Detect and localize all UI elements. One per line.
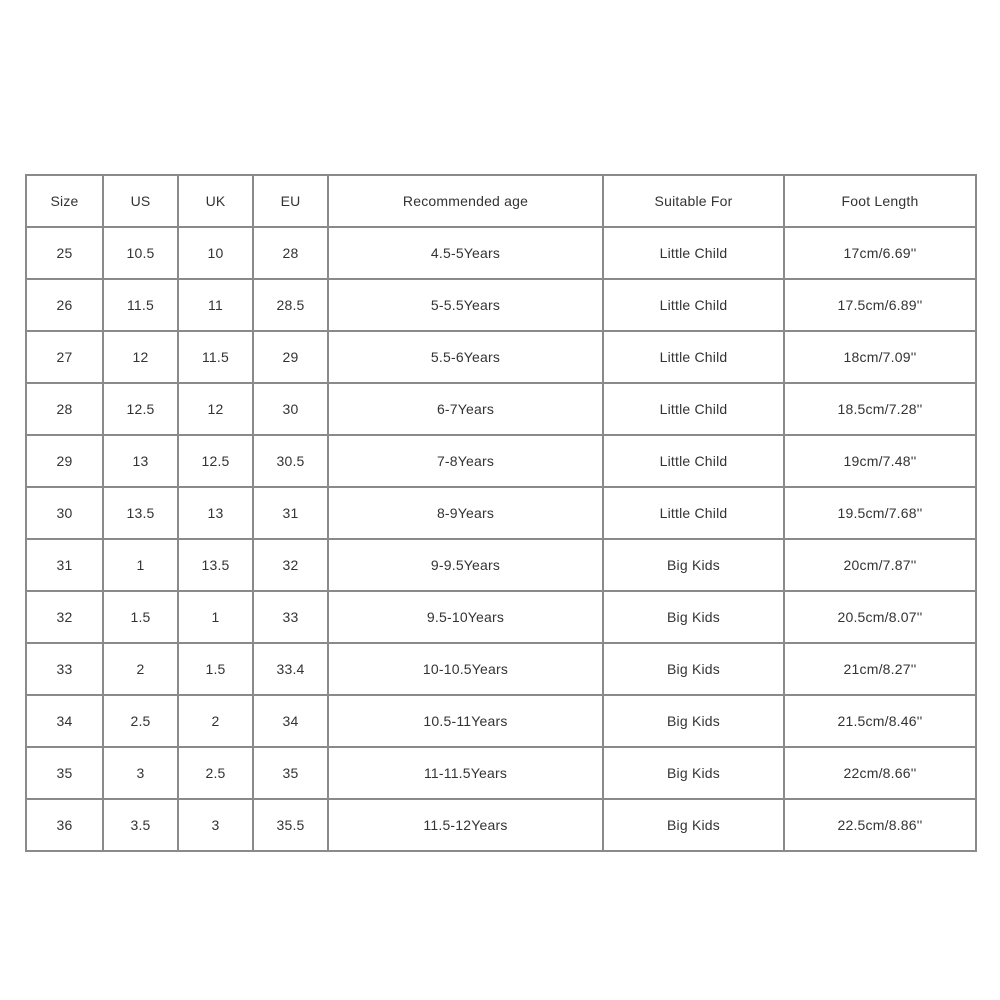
cell-eu: 33.4: [253, 643, 328, 695]
cell-recommended-age: 6-7Years: [328, 383, 603, 435]
cell-size: 34: [26, 695, 103, 747]
table-row: [26, 799, 976, 851]
cell-uk: 13.5: [178, 539, 253, 591]
table-row: [26, 695, 976, 747]
cell-us: 10.5: [103, 227, 178, 279]
cell-recommended-age: 8-9Years: [328, 487, 603, 539]
cell-uk: 2: [178, 695, 253, 747]
table-body: [26, 227, 976, 851]
cell-us: 2.5: [103, 695, 178, 747]
table-row: [26, 643, 976, 695]
cell-eu: 34: [253, 695, 328, 747]
cell-foot-length: 22cm/8.66'': [784, 747, 976, 799]
column-header-foot-length: Foot Length: [784, 175, 976, 227]
cell-us: 12: [103, 331, 178, 383]
cell-us: 13.5: [103, 487, 178, 539]
cell-uk: 3: [178, 799, 253, 851]
cell-eu: 31: [253, 487, 328, 539]
table-header: [26, 175, 976, 227]
cell-size: 32: [26, 591, 103, 643]
table-row: [26, 227, 976, 279]
size-chart-table: [25, 174, 977, 852]
cell-recommended-age: 10-10.5Years: [328, 643, 603, 695]
cell-recommended-age: 9.5-10Years: [328, 591, 603, 643]
column-header-recommended-age: Recommended age: [328, 175, 603, 227]
column-header-us: US: [103, 175, 178, 227]
cell-us: 2: [103, 643, 178, 695]
cell-recommended-age: 10.5-11Years: [328, 695, 603, 747]
cell-recommended-age: 9-9.5Years: [328, 539, 603, 591]
table-row: [26, 331, 976, 383]
cell-us: 3.5: [103, 799, 178, 851]
cell-uk: 11: [178, 279, 253, 331]
cell-eu: 28.5: [253, 279, 328, 331]
cell-suitable-for: Little Child: [603, 279, 784, 331]
table-row: [26, 435, 976, 487]
cell-suitable-for: Big Kids: [603, 643, 784, 695]
cell-size: 30: [26, 487, 103, 539]
cell-uk: 12.5: [178, 435, 253, 487]
cell-suitable-for: Little Child: [603, 383, 784, 435]
cell-recommended-age: 7-8Years: [328, 435, 603, 487]
cell-eu: 35: [253, 747, 328, 799]
cell-foot-length: 22.5cm/8.86'': [784, 799, 976, 851]
cell-recommended-age: 11-11.5Years: [328, 747, 603, 799]
cell-size: 29: [26, 435, 103, 487]
cell-eu: 28: [253, 227, 328, 279]
cell-size: 27: [26, 331, 103, 383]
cell-eu: 35.5: [253, 799, 328, 851]
cell-recommended-age: 5.5-6Years: [328, 331, 603, 383]
cell-size: 28: [26, 383, 103, 435]
cell-foot-length: 17cm/6.69'': [784, 227, 976, 279]
cell-size: 36: [26, 799, 103, 851]
cell-suitable-for: Big Kids: [603, 695, 784, 747]
cell-recommended-age: 11.5-12Years: [328, 799, 603, 851]
cell-foot-length: 19cm/7.48'': [784, 435, 976, 487]
table-row: [26, 383, 976, 435]
column-header-eu: EU: [253, 175, 328, 227]
cell-size: 31: [26, 539, 103, 591]
cell-suitable-for: Big Kids: [603, 747, 784, 799]
cell-foot-length: 21.5cm/8.46'': [784, 695, 976, 747]
cell-foot-length: 18cm/7.09'': [784, 331, 976, 383]
cell-suitable-for: Little Child: [603, 487, 784, 539]
cell-suitable-for: Big Kids: [603, 539, 784, 591]
table-row: [26, 487, 976, 539]
cell-recommended-age: 4.5-5Years: [328, 227, 603, 279]
cell-us: 13: [103, 435, 178, 487]
column-header-uk: UK: [178, 175, 253, 227]
header-row: [26, 175, 976, 227]
cell-uk: 11.5: [178, 331, 253, 383]
cell-foot-length: 20cm/7.87'': [784, 539, 976, 591]
cell-suitable-for: Big Kids: [603, 799, 784, 851]
cell-suitable-for: Big Kids: [603, 591, 784, 643]
cell-size: 25: [26, 227, 103, 279]
cell-us: 1: [103, 539, 178, 591]
cell-foot-length: 17.5cm/6.89'': [784, 279, 976, 331]
table-row: [26, 591, 976, 643]
cell-suitable-for: Little Child: [603, 331, 784, 383]
column-header-suitable-for: Suitable For: [603, 175, 784, 227]
cell-eu: 32: [253, 539, 328, 591]
cell-us: 11.5: [103, 279, 178, 331]
cell-uk: 10: [178, 227, 253, 279]
cell-suitable-for: Little Child: [603, 227, 784, 279]
table-row: [26, 279, 976, 331]
cell-size: 35: [26, 747, 103, 799]
cell-eu: 29: [253, 331, 328, 383]
cell-size: 33: [26, 643, 103, 695]
column-header-size: Size: [26, 175, 103, 227]
cell-uk: 12: [178, 383, 253, 435]
cell-foot-length: 21cm/8.27'': [784, 643, 976, 695]
cell-foot-length: 18.5cm/7.28'': [784, 383, 976, 435]
cell-uk: 2.5: [178, 747, 253, 799]
table-row: [26, 747, 976, 799]
cell-suitable-for: Little Child: [603, 435, 784, 487]
cell-uk: 13: [178, 487, 253, 539]
cell-recommended-age: 5-5.5Years: [328, 279, 603, 331]
cell-eu: 30: [253, 383, 328, 435]
cell-uk: 1: [178, 591, 253, 643]
cell-us: 3: [103, 747, 178, 799]
cell-us: 1.5: [103, 591, 178, 643]
cell-foot-length: 20.5cm/8.07'': [784, 591, 976, 643]
cell-size: 26: [26, 279, 103, 331]
table-row: [26, 539, 976, 591]
cell-eu: 30.5: [253, 435, 328, 487]
cell-us: 12.5: [103, 383, 178, 435]
cell-uk: 1.5: [178, 643, 253, 695]
cell-foot-length: 19.5cm/7.68'': [784, 487, 976, 539]
cell-eu: 33: [253, 591, 328, 643]
